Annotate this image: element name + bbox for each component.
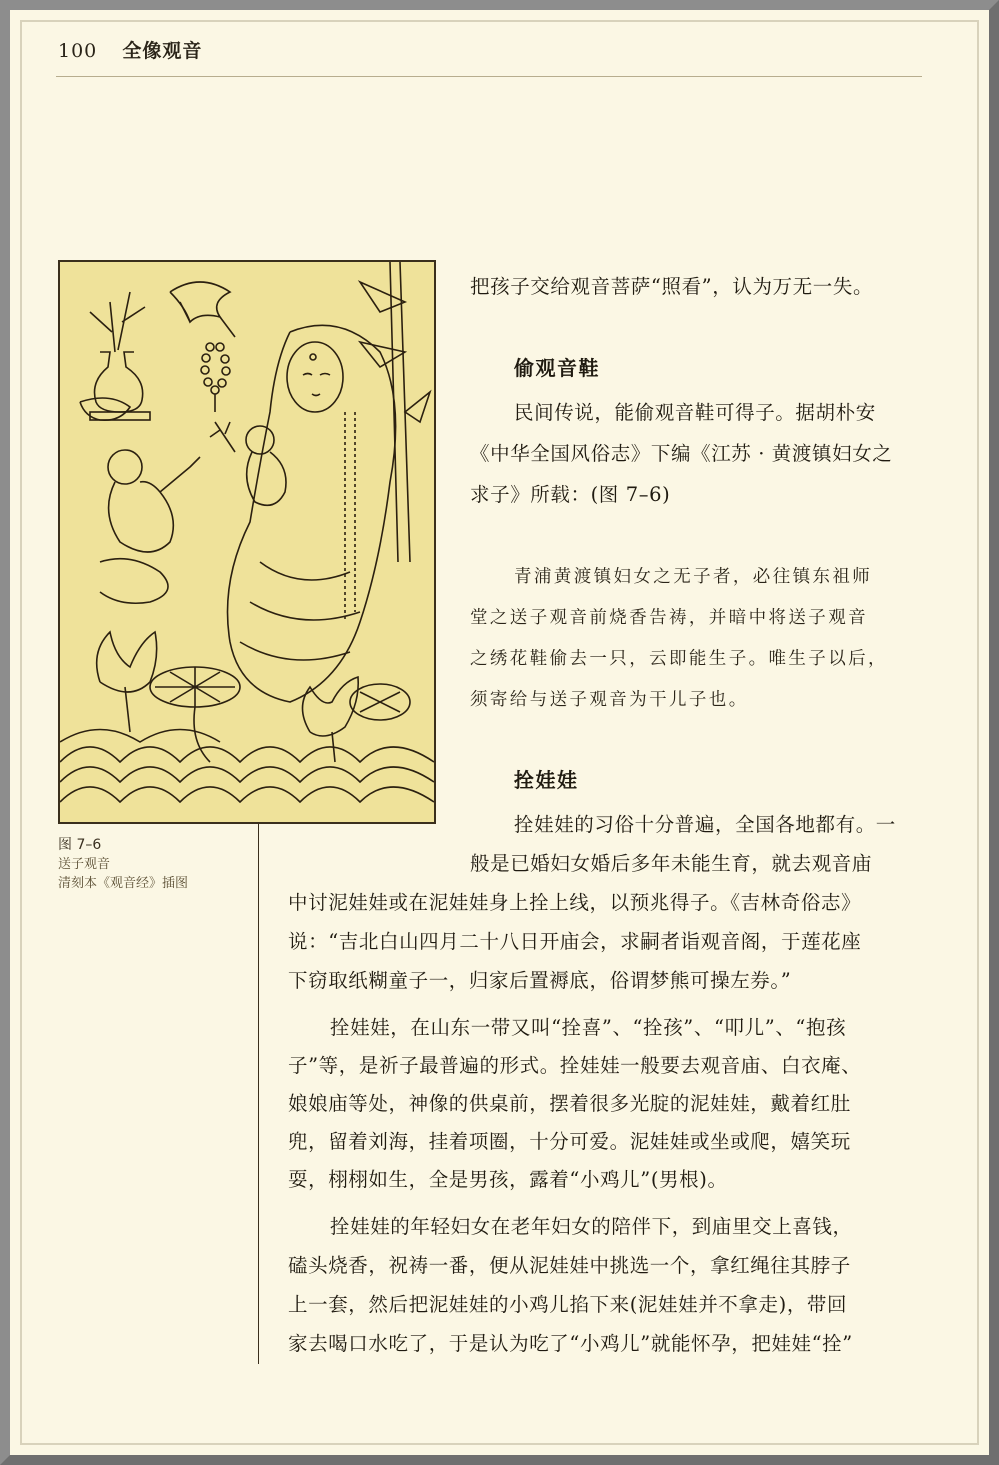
figure-label: 图 7–6: [58, 837, 102, 853]
body-line: 拴娃娃，在山东一带又叫“拴喜”、“拴孩”、“叩儿”、“抱孩: [330, 1016, 847, 1039]
phoenix-bird-icon: [170, 282, 235, 337]
section-heading: 偷观音鞋: [514, 356, 600, 380]
woodblock-illustration: [58, 260, 436, 824]
block-quote-line: 堂之送子观音前烧香告祷，并暗中将送子观音: [470, 608, 868, 628]
body-line: 上一套，然后把泥娃娃的小鸡儿掐下来(泥娃娃并不拿走)，带回: [288, 1293, 848, 1316]
lotus-leaf-icon: [150, 667, 410, 762]
body-line: 民间传说，能偷观音鞋可得子。据胡朴安: [514, 401, 876, 424]
figure-caption: [58, 836, 188, 893]
running-head: [58, 36, 202, 63]
body-line: 般是已婚妇女婚后多年未能生育，就去观音庙: [470, 852, 873, 875]
body-line: 下窃取纸糊童子一，归家后置褥底，俗谓梦熊可操左券。”: [288, 969, 792, 992]
book-title: 全像观音: [122, 40, 203, 62]
kneeling-boy-figure: [80, 398, 200, 603]
header-rule: [56, 76, 922, 77]
block-quote-line: 青浦黄渡镇妇女之无子者，必往镇东祖师: [514, 567, 873, 587]
guanyin-figure: [228, 325, 396, 702]
figure-source: 清刻本《观音经》插图: [58, 876, 189, 891]
child-figure: [210, 422, 286, 505]
block-quote-line: 之绣花鞋偷去一只，云即能生子。唯生子以后，: [470, 649, 888, 669]
wave-pattern: [60, 730, 434, 803]
lotus-flower-icon: [97, 632, 359, 762]
body-line: 家去喝口水吃了，于是认为吃了“小鸡儿”就能怀孕，把娃娃“拴”: [288, 1332, 853, 1355]
figure-title: 送子观音: [58, 857, 111, 872]
body-line: 磕头烧香，祝祷一番，便从泥娃娃中挑选一个，拿红绳往其脖子: [288, 1254, 851, 1277]
body-line: 拴娃娃的年轻妇女在老年妇女的陪伴下，到庙里交上喜钱，: [330, 1215, 853, 1238]
block-quote-line: 须寄给与送子观音为干儿子也。: [470, 690, 749, 710]
body-line: 求子》所载：(图 7–6): [470, 483, 671, 506]
prayer-beads-icon: [201, 343, 230, 412]
page-number: 100: [58, 40, 98, 62]
margin-rule: [258, 824, 259, 1364]
body-line: 拴娃娃的习俗十分普遍，全国各地都有。一: [514, 813, 896, 836]
body-line: 子”等，是祈子最普遍的形式。拴娃娃一般要去观音庙、白衣庵、: [288, 1054, 862, 1077]
body-line: 兜，留着刘海，挂着项圈，十分可爱。泥娃娃或坐或爬，嬉笑玩: [288, 1130, 851, 1153]
body-line: 把孩子交给观音菩萨“照看”，认为万无一失。: [470, 275, 874, 298]
body-line: 《中华全国风俗志》下编《江苏 · 黄渡镇妇女之: [470, 442, 893, 465]
body-line: 说：“吉北白山四月二十八日开庙会，求嗣者诣观音阁，于莲花座: [288, 930, 862, 953]
body-line: 娘娘庙等处，神像的供桌前，摆着很多光腚的泥娃娃，戴着红肚: [288, 1092, 851, 1115]
body-line: 耍，栩栩如生，全是男孩，露着“小鸡儿”(男根)。: [288, 1168, 728, 1191]
body-line: 中讨泥娃娃或在泥娃娃身上拴上线，以预兆得子。《吉林奇俗志》: [288, 891, 862, 914]
section-heading: 拴娃娃: [514, 768, 579, 792]
